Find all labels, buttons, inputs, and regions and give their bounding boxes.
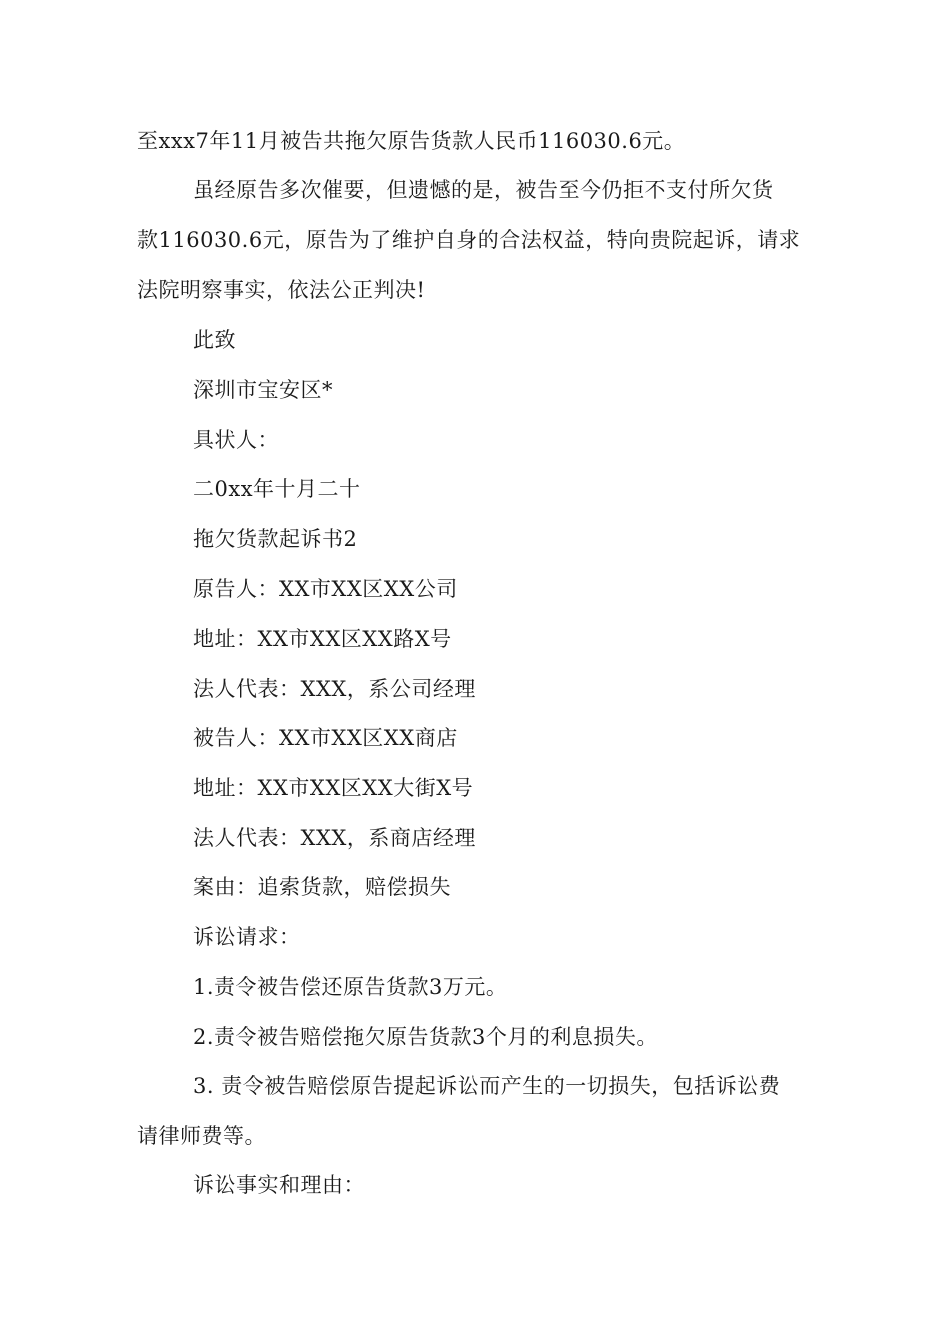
claim-item-1: 1.责令被告偿还原告货款3万元。 [193, 975, 508, 999]
text-line-demand-1: 虽经原告多次催要，但遗憾的是，被告至今仍拒不支付所欠货 [193, 178, 774, 202]
claims-heading: 诉讼请求： [193, 925, 301, 949]
claim-item-3-line-1: 3. 责令被告赔偿原告提起诉讼而产生的一切损失，包括诉讼费 [193, 1074, 781, 1098]
text-line-demand-3: 法院明察事实，依法公正判决! [137, 278, 426, 302]
claim-item-2: 2.责令被告赔偿拖欠原告货款3个月的利息损失。 [193, 1025, 658, 1049]
text-line-demand-2: 款116030.6元，原告为了维护自身的合法权益，特向贵院起诉，请求 [137, 228, 801, 252]
case-cause: 案由：追索货款，赔偿损失 [193, 875, 451, 899]
facts-heading: 诉讼事实和理由： [193, 1173, 365, 1197]
plaintiff-name: 原告人：XX市XX区XX公司 [193, 577, 458, 601]
salutation: 此致 [193, 328, 236, 352]
defendant-representative: 法人代表：XXX，系商店经理 [193, 826, 476, 850]
plaintiff-representative: 法人代表：XXX，系公司经理 [193, 677, 476, 701]
defendant-name: 被告人：XX市XX区XX商店 [193, 726, 458, 750]
signer-label: 具状人： [193, 428, 279, 452]
section-title: 拖欠货款起诉书2 [193, 527, 358, 551]
defendant-address: 地址：XX市XX区XX大街X号 [193, 776, 474, 800]
document-date: 二0xx年十月二十 [193, 477, 361, 501]
text-line-amount-owed: 至xxx7年11月被告共拖欠原告货款人民币116030.6元。 [137, 129, 686, 153]
claim-item-3-line-2: 请律师费等。 [137, 1124, 266, 1148]
recipient-court: 深圳市宝安区* [193, 378, 333, 402]
plaintiff-address: 地址：XX市XX区XX路X号 [193, 627, 452, 651]
